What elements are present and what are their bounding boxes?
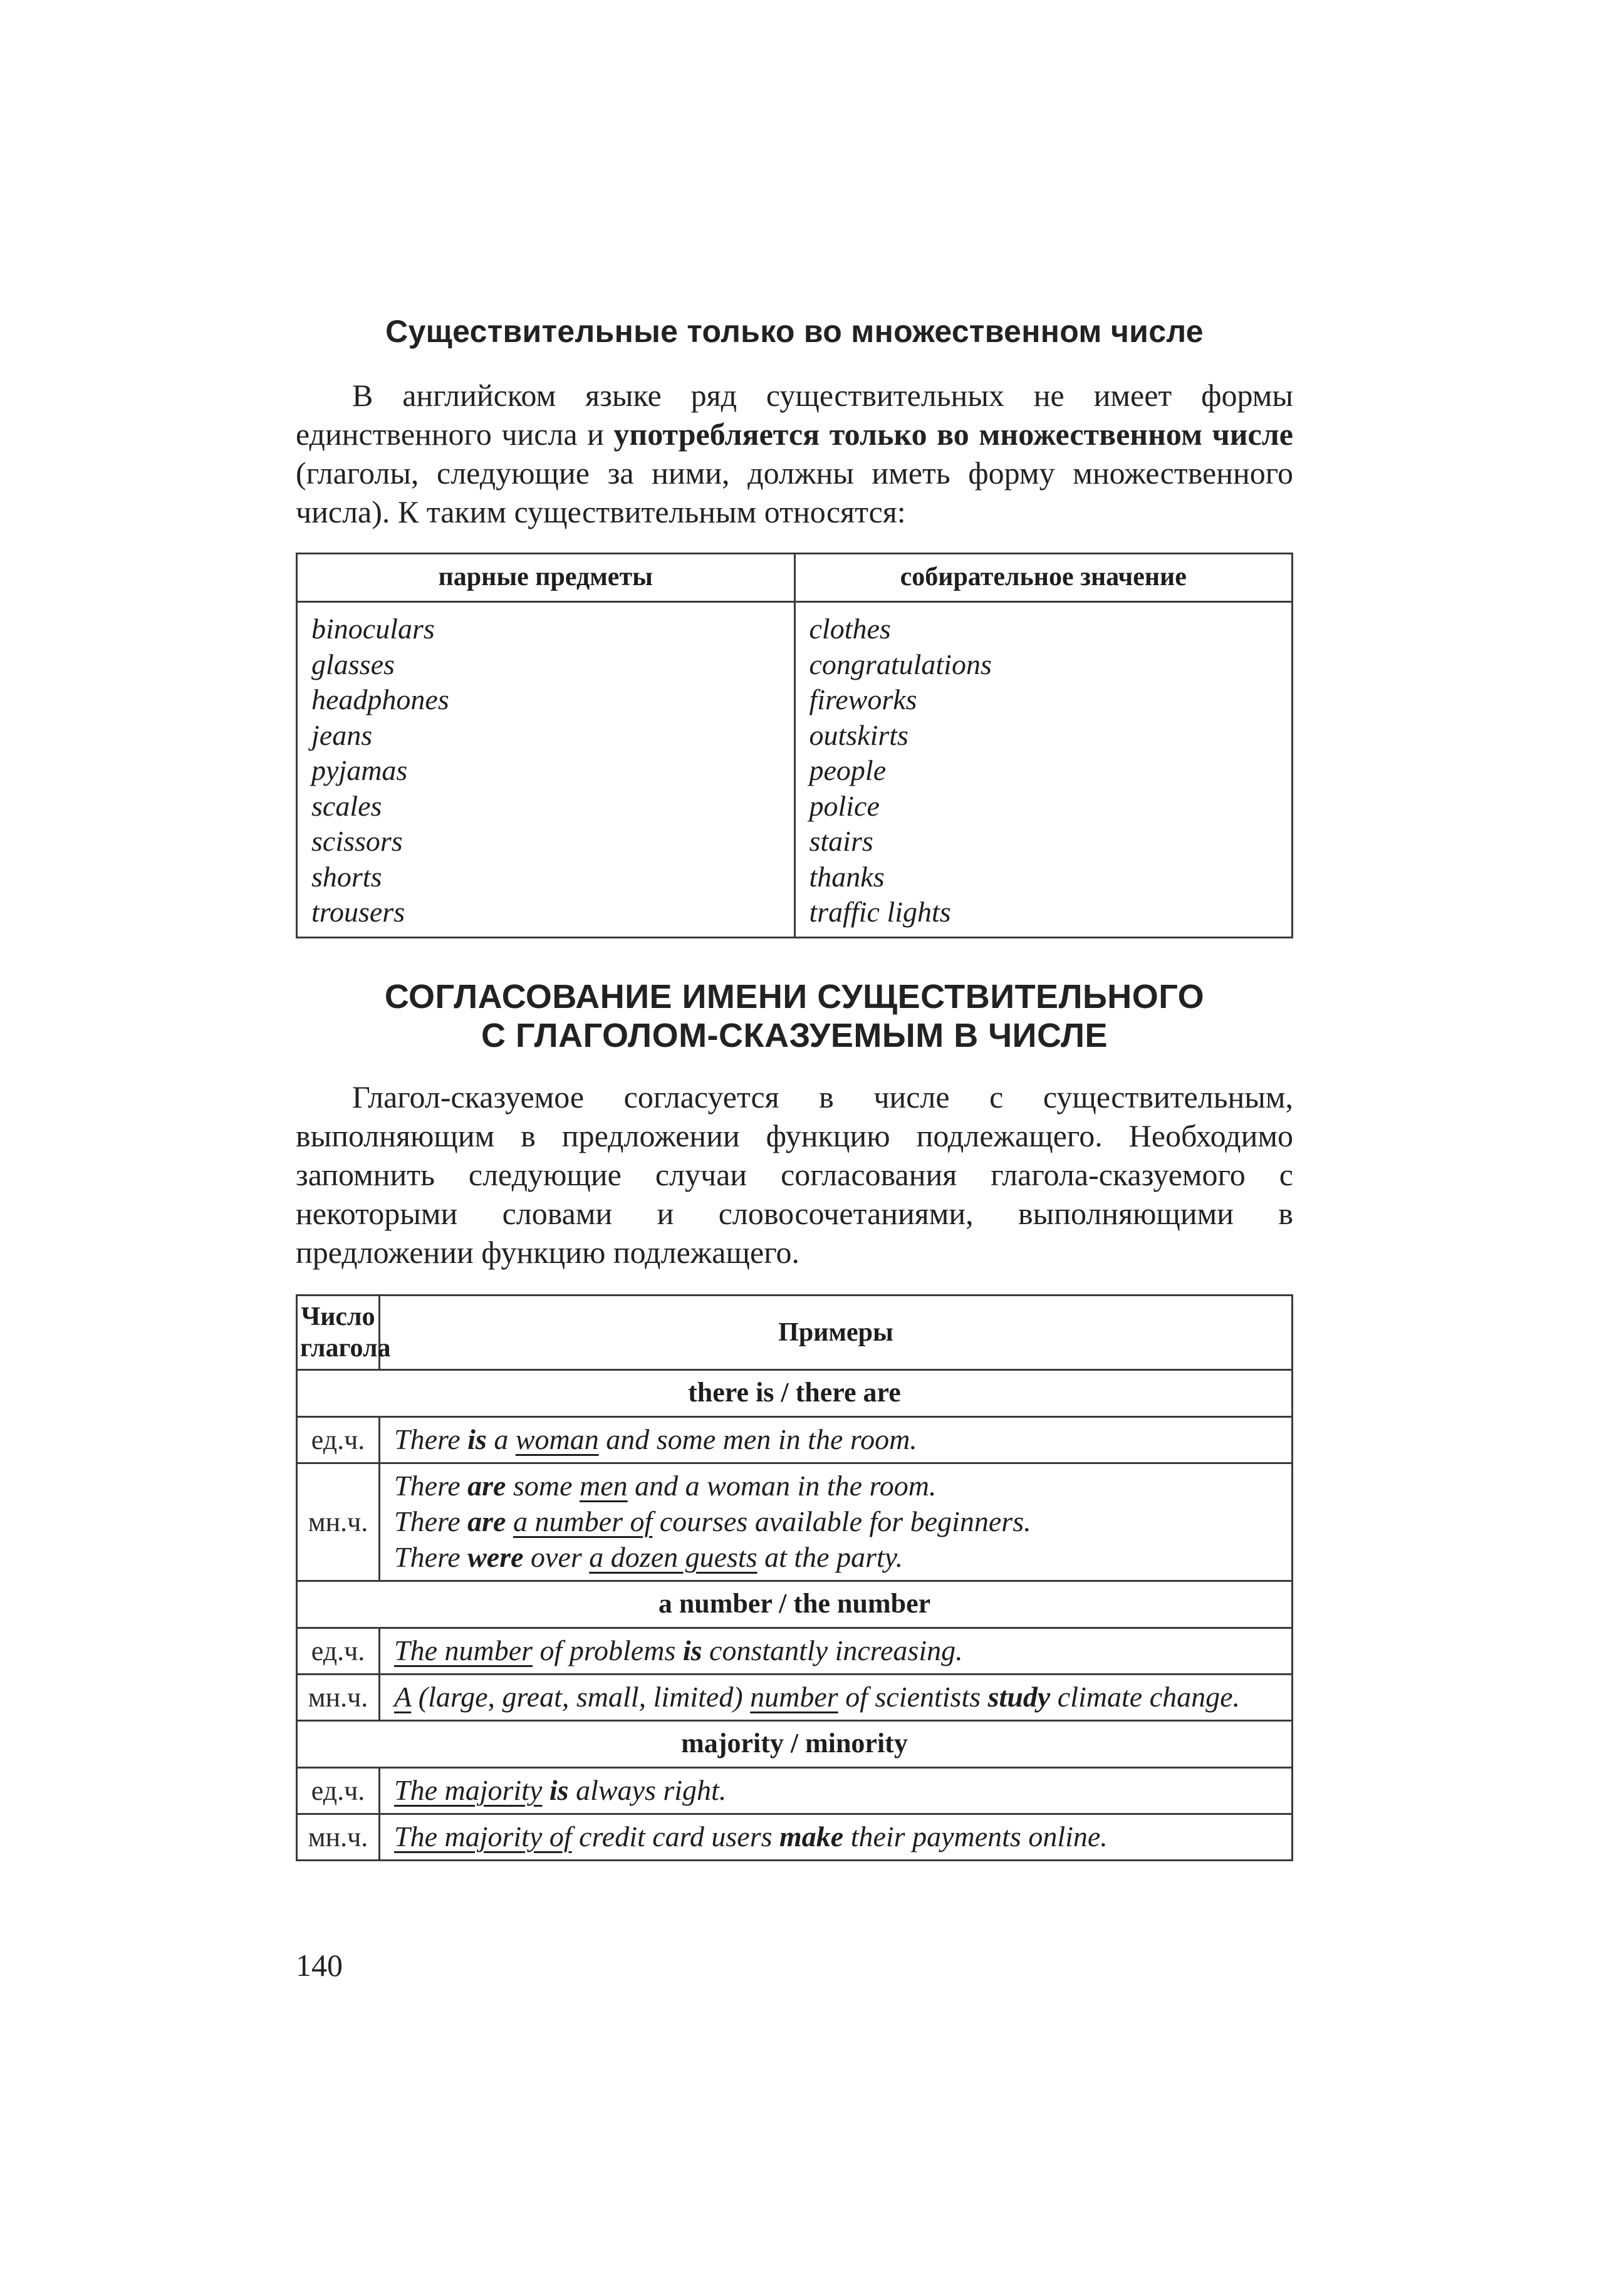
- example-cell: [380, 1814, 1293, 1860]
- group-header-row: [297, 1581, 1293, 1628]
- column-header-examples: Примеры: [380, 1295, 1293, 1369]
- example-sentence: [394, 1468, 1280, 1504]
- noun-item: people: [809, 754, 887, 786]
- underlined-subject: a number of: [513, 1505, 653, 1537]
- noun-item: shorts: [311, 860, 382, 893]
- sentence-text: over: [523, 1540, 590, 1573]
- noun-item: clothes: [809, 613, 891, 645]
- collective-meaning-list: [809, 611, 1281, 930]
- paragraph-text: В английском языке ряд существительных не имеет формы единственного числа и: [296, 378, 1293, 452]
- bold-verb: are: [467, 1505, 506, 1537]
- example-cell: [380, 1674, 1293, 1720]
- example-sentence: [394, 1504, 1280, 1539]
- group-title: majority / minority: [297, 1720, 1293, 1767]
- verb-number-cell: ед.ч.: [297, 1767, 380, 1814]
- book-page: [296, 313, 1293, 1861]
- noun-item: pyjamas: [311, 754, 408, 786]
- example-sentence: [394, 1819, 1280, 1854]
- emphasis-text: употребляется только во множественном числе: [613, 417, 1293, 452]
- example-sentence: [394, 1679, 1280, 1715]
- example-sentence: [394, 1539, 1280, 1575]
- noun-item: traffic lights: [809, 896, 951, 928]
- noun-item: scissors: [311, 825, 403, 857]
- table-row: [297, 1814, 1293, 1860]
- sentence-text: (large, great, small, limited): [411, 1680, 751, 1713]
- noun-item: scales: [311, 789, 382, 822]
- table-row: [297, 1767, 1293, 1814]
- verb-number-cell: мн.ч.: [297, 1463, 380, 1581]
- underlined-subject: The majority: [394, 1774, 543, 1806]
- group-title: a number / the number: [297, 1581, 1293, 1628]
- sentence-text: their payments online.: [843, 1820, 1108, 1852]
- underlined-subject: woman: [515, 1423, 599, 1455]
- section-title-line-1: СОГЛАСОВАНИЕ ИМЕНИ СУЩЕСТВИТЕЛЬНОГО: [384, 977, 1205, 1016]
- bold-verb: make: [779, 1820, 844, 1852]
- sentence-text: at the party.: [757, 1540, 903, 1573]
- noun-item: congratulations: [809, 648, 992, 680]
- example-sentence: [394, 1421, 1280, 1457]
- underlined-subject: A: [394, 1680, 412, 1713]
- sentence-text: credit card users: [571, 1820, 779, 1852]
- sentence-text: and a woman in the room.: [627, 1469, 937, 1502]
- verb-number-cell: мн.ч.: [297, 1674, 380, 1720]
- verb-number-cell: ед.ч.: [297, 1416, 380, 1463]
- table-row: [297, 1628, 1293, 1674]
- sentence-text: [542, 1774, 549, 1806]
- sentence-text: some: [506, 1469, 580, 1502]
- example-cell: [380, 1767, 1293, 1814]
- bold-verb: is: [467, 1423, 487, 1455]
- bold-verb: study: [987, 1680, 1051, 1713]
- paragraph-text: (глаголы, следующие за ними, должны иметь форму множественного числа). К таким существительным относятся:: [296, 455, 1293, 529]
- agreement-table: [296, 1294, 1293, 1861]
- noun-item: police: [809, 789, 880, 822]
- table-row: [297, 1416, 1293, 1463]
- sentence-text: There: [394, 1540, 468, 1573]
- section-title-plural-nouns: Существительные только во множественном числе: [385, 314, 1204, 349]
- group-title: there is / there are: [297, 1369, 1293, 1416]
- underlined-subject: men: [580, 1469, 628, 1502]
- table-row: [297, 1463, 1293, 1581]
- sentence-text: There: [394, 1505, 468, 1537]
- sentence-text: of scientists: [838, 1680, 988, 1713]
- section-title-line-2: С ГЛАГОЛОМ-СКАЗУЕМЫМ В ЧИСЛЕ: [481, 1016, 1108, 1054]
- sentence-text: of problems: [533, 1634, 683, 1666]
- sentence-text: climate change.: [1050, 1680, 1241, 1713]
- noun-item: outskirts: [809, 719, 908, 751]
- column-header-paired-items: парные предметы: [297, 554, 795, 602]
- sentence-text: and some men in the room.: [598, 1423, 917, 1455]
- noun-item: thanks: [809, 860, 885, 893]
- sentence-text: always right.: [568, 1774, 727, 1806]
- verb-number-cell: ед.ч.: [297, 1628, 380, 1674]
- sentence-text: a: [486, 1423, 516, 1455]
- example-sentence: [394, 1633, 1280, 1668]
- page-number: 140: [296, 1948, 343, 1983]
- plural-nouns-paragraph: [296, 376, 1293, 531]
- noun-item: fireworks: [809, 683, 917, 715]
- collective-meaning-cell: [794, 602, 1293, 938]
- sentence-text: There: [394, 1469, 468, 1502]
- example-sentence: [394, 1772, 1280, 1808]
- underlined-subject: The number: [394, 1634, 533, 1666]
- paired-items-cell: [297, 602, 795, 938]
- group-header-row: [297, 1720, 1293, 1767]
- group-header-row: [297, 1369, 1293, 1416]
- agreement-paragraph: Глагол-сказуемое согласуется в числе с существительным, выполняющим в предложении функцию подлежащего. Необходимо запомнить следующие случаи согласования глагола-сказуемого с некоторыми словами и словосочетаниями, выполняющими в предложении функцию подлежащего.: [296, 1079, 1293, 1270]
- verb-number-cell: мн.ч.: [297, 1814, 380, 1860]
- example-cell: [380, 1416, 1293, 1463]
- column-header-verb-number: Число глагола: [297, 1295, 380, 1369]
- column-header-collective-meaning: собирательное значение: [794, 554, 1293, 602]
- example-cell: [380, 1463, 1293, 1581]
- sentence-text: There: [394, 1423, 468, 1455]
- noun-item: binoculars: [311, 613, 435, 645]
- bold-verb: are: [467, 1469, 506, 1502]
- noun-item: jeans: [311, 719, 373, 751]
- underlined-subject: number: [750, 1680, 838, 1713]
- plural-nouns-table: [296, 553, 1293, 938]
- sentence-text: courses available for beginners.: [652, 1505, 1031, 1537]
- underlined-subject: a dozen guests: [589, 1540, 757, 1573]
- agreement-table-body: [297, 1369, 1293, 1860]
- example-cell: [380, 1628, 1293, 1674]
- bold-verb: is: [549, 1774, 569, 1806]
- sentence-text: [506, 1505, 513, 1537]
- underlined-subject: The majority of: [394, 1820, 572, 1852]
- table-row: [297, 1674, 1293, 1720]
- paired-items-list: [311, 611, 783, 930]
- sentence-text: constantly increasing.: [702, 1634, 963, 1666]
- noun-item: headphones: [311, 683, 449, 715]
- section-title-agreement: [296, 977, 1293, 1055]
- bold-verb: were: [467, 1540, 524, 1573]
- noun-item: glasses: [311, 648, 395, 680]
- bold-verb: is: [682, 1634, 702, 1666]
- noun-item: trousers: [311, 896, 405, 928]
- noun-item: stairs: [809, 825, 873, 857]
